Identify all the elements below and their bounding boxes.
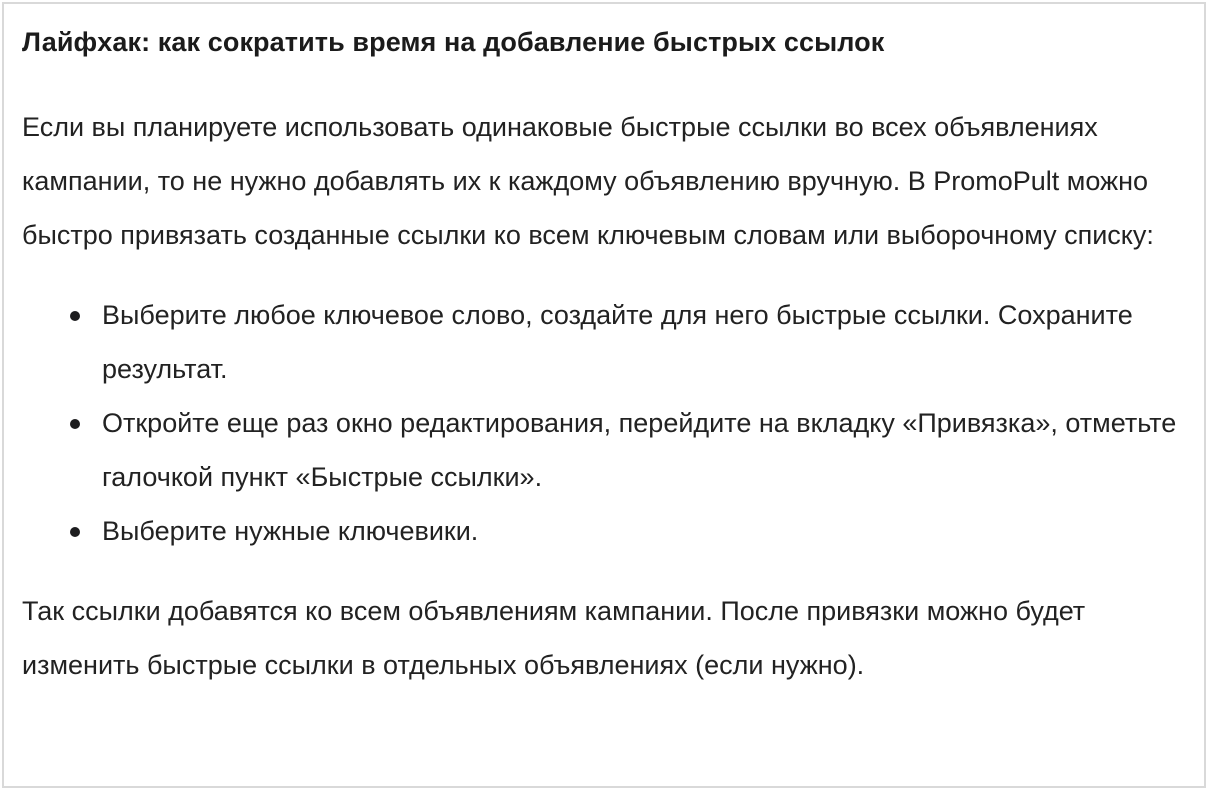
bullet-dot-icon [70,419,80,429]
list-item [22,504,1180,558]
step-text: Выберите нужные ключевики. [102,516,479,546]
lifehack-tip-box [2,2,1206,788]
tip-outro-paragraph: Так ссылки добавятся ко всем объявлениям кампании. После привязки можно будет изменить быстрые ссылки в отдельных объявлениях (если нужно). [22,596,1086,680]
tip-intro-paragraph: Если вы планируете использовать одинаковые быстрые ссылки во всех объявлениях кампании, то не нужно добавлять их к каждому объявлению вручную. В PromoPult можно быстро привязать созданные ссылки ко всем ключевым словам или выборочному списку: [22,112,1154,250]
tip-title: Лайфхак: как сократить время на добавление быстрых ссылок [22,27,885,57]
bullet-dot-icon [70,311,80,321]
list-item [22,396,1180,504]
bullet-dot-icon [70,527,80,537]
list-item [22,288,1180,396]
steps-list [22,288,1180,558]
step-text: Выберите любое ключевое слово, создайте для него быстрые ссылки. Сохраните результат. [102,300,1133,384]
step-text: Откройте еще раз окно редактирования, перейдите на вкладку «Привязка», отметьте галочкой пункт «Быстрые ссылки». [102,408,1177,492]
